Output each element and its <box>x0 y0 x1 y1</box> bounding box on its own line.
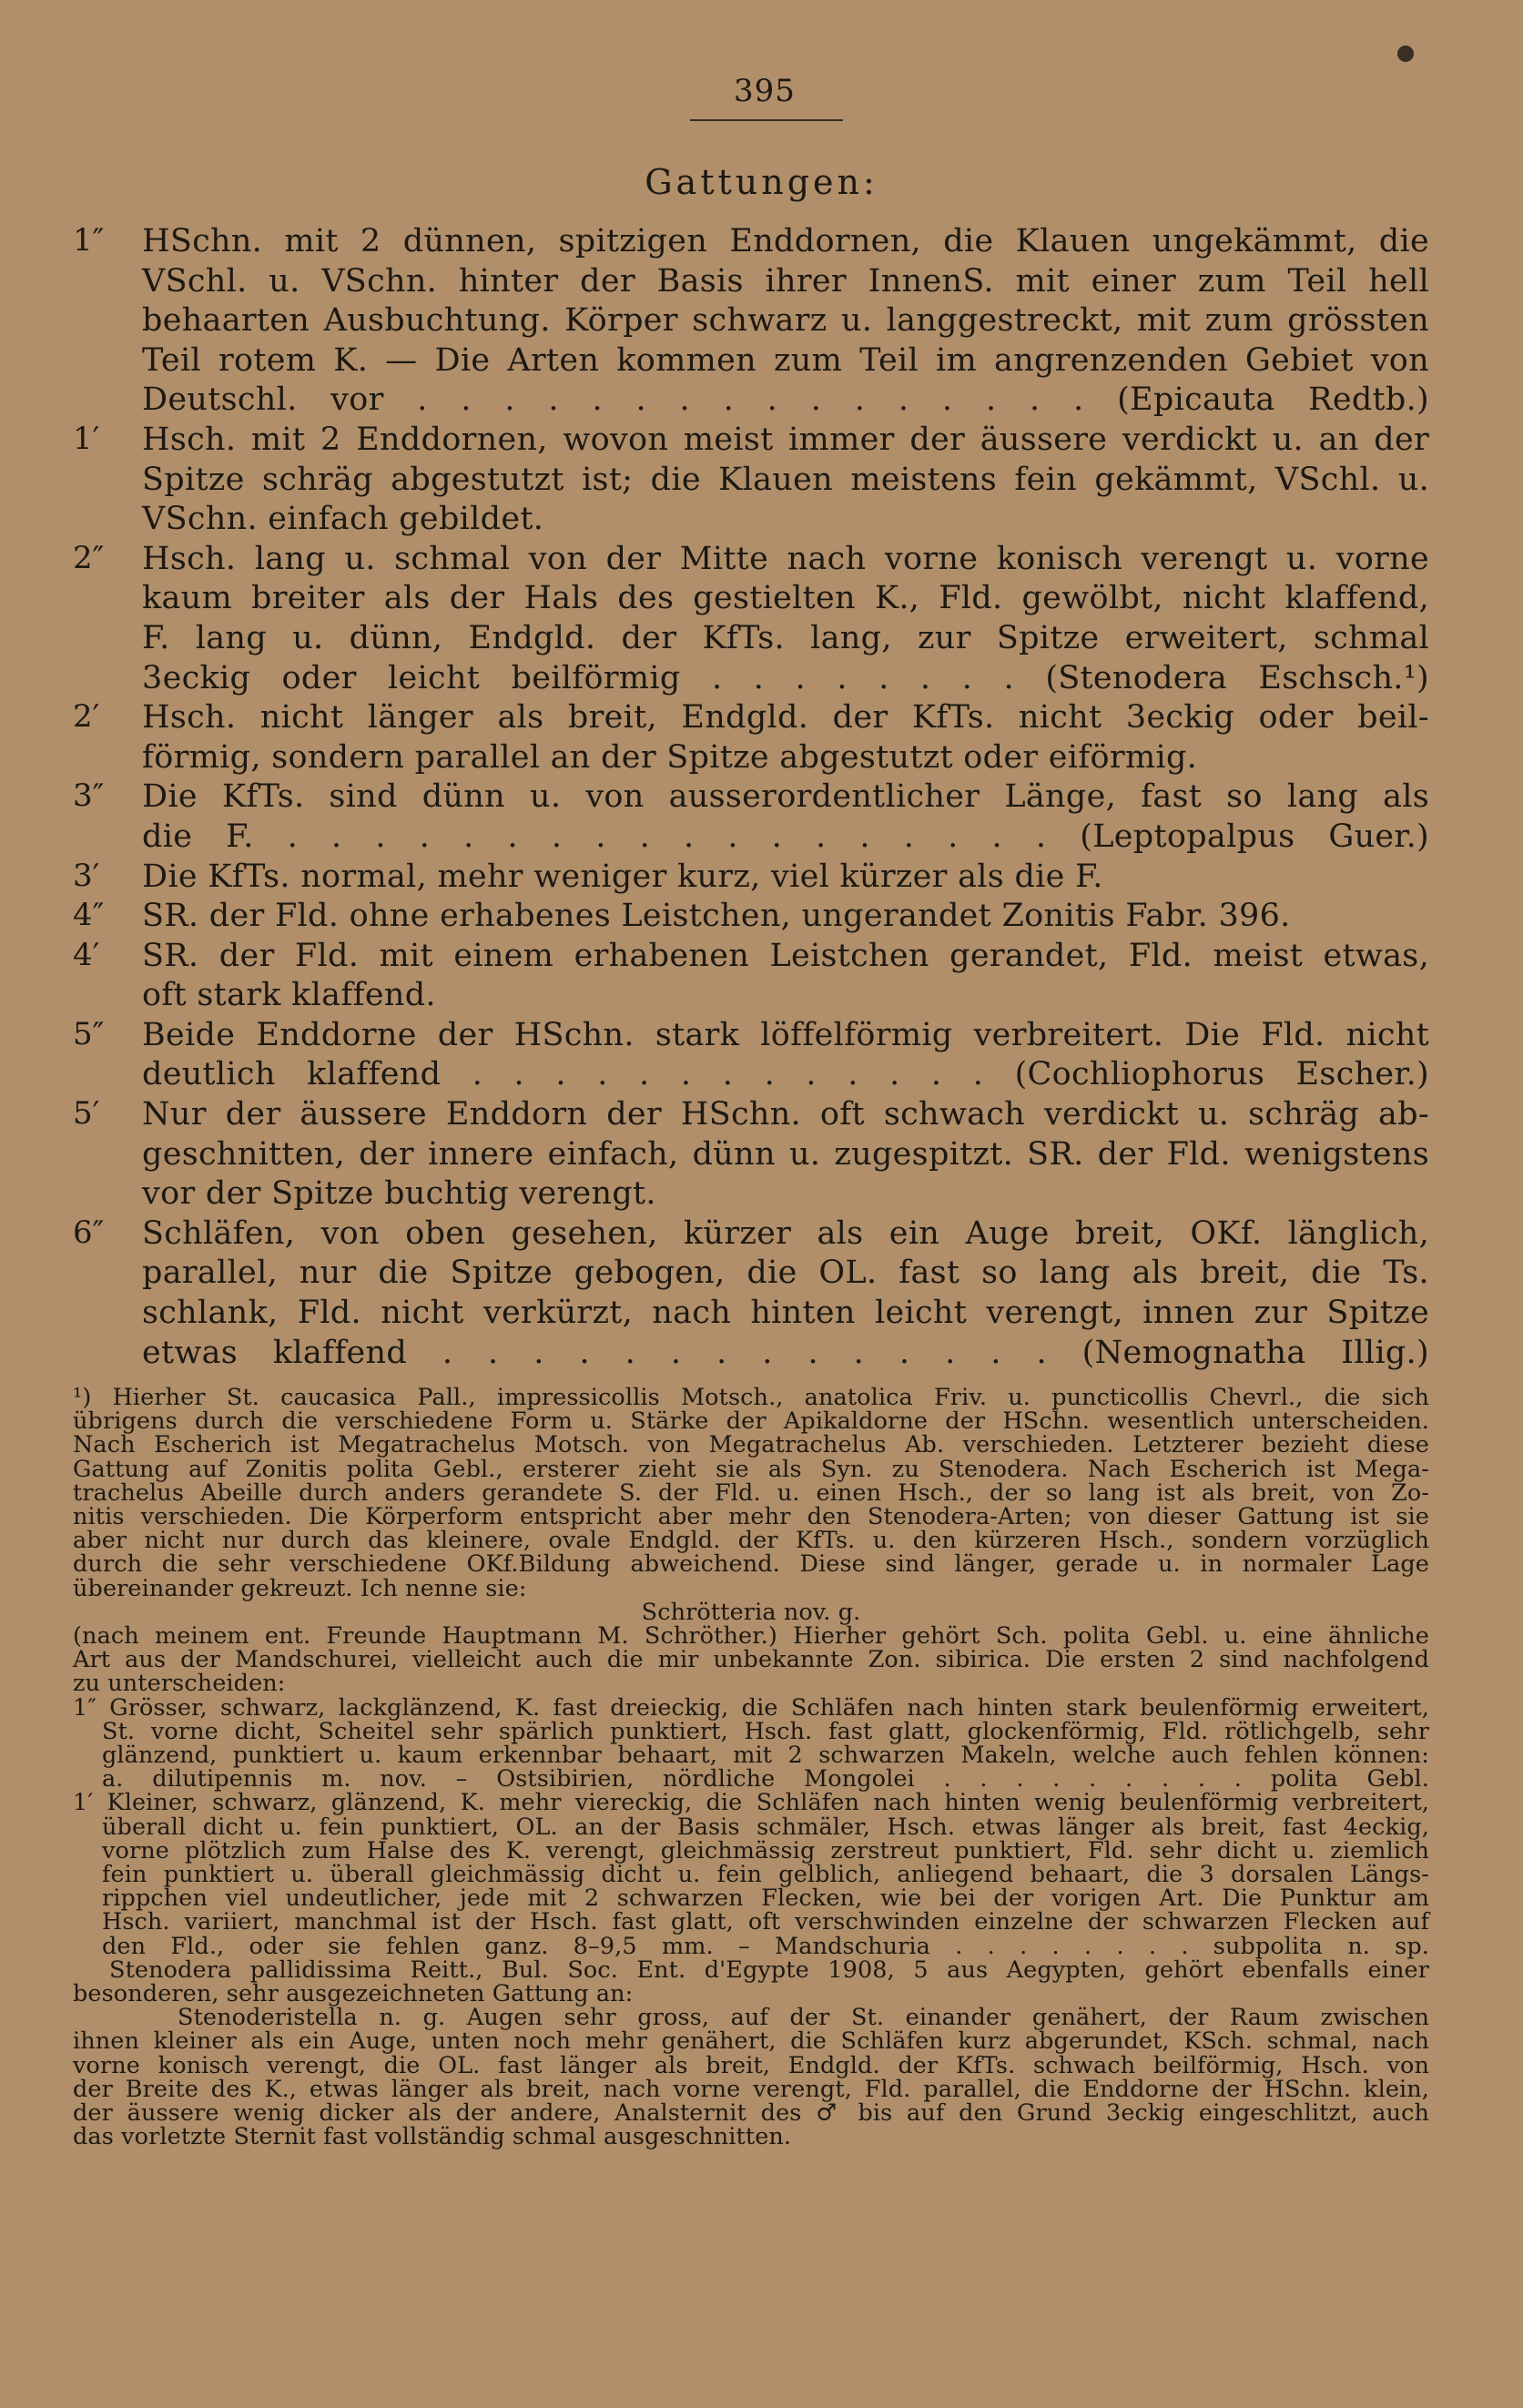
footnote-line: fein punktiert u. überall gleichmässig dicht u. fein gelblich, anliegend behaart, die 3 dorsalen Längs- <box>102 1861 1429 1889</box>
key-number: 3′ <box>73 857 100 894</box>
key-line: Deutschl. vor . . . . . . . . . . . . . . . . (Epicauta Redtb.) <box>142 381 1429 419</box>
key-line: VSchl. u. VSchn. hinter der Basis ihrer InnenS. mit einer zum Teil hell <box>142 262 1429 300</box>
key-line: Teil rotem K. — Die Arten kommen zum Teil im angrenzenden Gebiet von <box>142 341 1429 379</box>
key-line: Hsch. nicht länger als breit, Endgld. der KfTs. nicht 3eckig oder beil- <box>142 699 1429 737</box>
key-line: SR. der Fld. ohne erhabenes Leistchen, ungerandet Zonitis Fabr. 396. <box>142 898 1291 935</box>
footnote-line: aber nicht nur durch das kleinere, ovale Endgld. der KfTs. u. den kürzeren Hsch., sondern vorzüglich <box>73 1527 1429 1555</box>
footnote-line: nitis verschieden. Die Körperform entspricht aber mehr den Stenodera-Arten; von dieser Gattung ist sie <box>73 1503 1429 1531</box>
footnote-line: 1′ Kleiner, schwarz, glänzend, K. mehr viereckig, die Schläfen nach hinten wenig beulenförmig verbreitert, <box>73 1789 1429 1817</box>
key-line: behaarten Ausbuchtung. Körper schwarz u. langgestreckt, mit zum grössten <box>142 302 1429 340</box>
footnote-line: der äussere wenig dicker als der andere, Analsternit des ♂ bis auf den Grund 3eckig eingeschlitzt, auch <box>73 2099 1429 2128</box>
footnote-line: ¹) Hierher St. caucasica Pall., impressicollis Motsch., anatolica Friv. u. puncticollis Chevrl., die sich <box>73 1384 1429 1411</box>
footnote-line: durch die sehr verschiedene OKf.Bildung abweichend. Diese sind länger, gerade u. in normaler Lage <box>73 1550 1429 1579</box>
key-line: oft stark klaffend. <box>142 977 436 1014</box>
footnote-line: Hsch. variiert, manchmal ist der Hsch. fast glatt, oft verschwinden einzelne der schwarzen Flecken auf <box>102 1908 1429 1936</box>
footnote-line: a. dilutipennis m. nov. – Ostsibirien, nördliche Mongolei . . . . . . . . . polita Gebl. <box>102 1765 1429 1793</box>
footnote-line: ihnen kleiner als ein Auge, unten noch mehr genähert, die Schläfen kurz abgerundet, KSch. schmal, nach <box>73 2027 1429 2056</box>
footnote-line: der Breite des K., etwas länger als breit, nach vorne verengt, Fld. parallel, die Enddorne der HSchn. klein, <box>73 2075 1429 2103</box>
key-line: Hsch. mit 2 Enddornen, wovon meist immer der äussere verdickt u. an der <box>142 421 1429 458</box>
key-line: 3eckig oder leicht beilförmig . . . . . . . . (Stenodera Eschsch.¹) <box>142 659 1429 696</box>
key-line: Spitze schräg abgestutzt ist; die Klauen meistens fein gekämmt, VSchl. u. <box>142 461 1429 498</box>
key-entry <box>73 540 1429 698</box>
key-line: SR. der Fld. mit einem erhabenen Leistchen gerandet, Fld. meist etwas, <box>142 937 1429 974</box>
key-line: deutlich klaffend . . . . . . . . . . . . . (Cochliophorus Escher.) <box>142 1056 1429 1093</box>
key-line: Hsch. lang u. schmal von der Mitte nach vorne konisch verengt u. vorne <box>142 540 1429 577</box>
key-number: 1′ <box>73 420 100 457</box>
footnote-line: Stenodera pallidissima Reitt., Bul. Soc. Ent. d'Egypte 1908, 5 aus Aegypten, gehört ebenfalls einer <box>109 1956 1429 1984</box>
key-number: 6″ <box>73 1214 105 1251</box>
section-heading: Gattungen: <box>645 162 878 202</box>
page-number: 395 <box>734 73 796 109</box>
genus-key <box>73 222 1429 1373</box>
key-entry <box>73 222 1429 421</box>
key-line: etwas klaffend . . . . . . . . . . . . . . (Nemognatha Illig.) <box>142 1334 1429 1371</box>
key-line: VSchn. einfach gebildet. <box>142 501 544 538</box>
footnote-line: das vorletzte Sternit fast vollständig schmal ausgeschnitten. <box>73 2123 792 2151</box>
footnote-line: 1″ Grösser, schwarz, lackglänzend, K. fast dreieckig, die Schläfen nach hinten stark beulenförmig erweitert, <box>73 1693 1429 1722</box>
footnote-line: St. vorne dicht, Scheitel sehr spärlich punktiert, Hsch. fast glatt, glockenförmig, Fld. rötlichgelb, sehr <box>102 1717 1429 1745</box>
ink-dot <box>1397 46 1414 62</box>
key-entry <box>73 1016 1429 1095</box>
footnote-line: Art aus der Mandschurei, vielleicht auch die mir unbekannte Zon. sibirica. Die ersten 2 sind nachfolgend <box>73 1646 1429 1674</box>
key-entry <box>73 421 1429 540</box>
key-entry <box>73 858 1429 898</box>
footnote-line: Schrötteria nov. g. <box>641 1598 861 1626</box>
key-line: Die KfTs. normal, mehr weniger kurz, viel kürzer als die F. <box>142 858 1103 895</box>
footnote-line: vorne plötzlich zum Halse des K. verengt, gleichmässig zerstreut punktiert, Fld. sehr dicht u. ziemlich <box>102 1836 1429 1864</box>
key-entry <box>73 777 1429 857</box>
page-number-rule <box>690 119 843 121</box>
footnote-line: den Fld., oder sie fehlen ganz. 8–9,5 mm. – Mandschuria . . . . . . . . subpolita n. sp. <box>102 1932 1429 1960</box>
key-line: schlank, Fld. nicht verkürzt, nach hinten leicht verengt, innen zur Spitze <box>142 1295 1429 1332</box>
key-number: 3″ <box>73 777 105 815</box>
footnote-line: (nach meinem ent. Freunde Hauptmann M. Schröther.) Hierher gehört Sch. polita Gebl. u. eine ähnliche <box>73 1622 1429 1651</box>
key-number: 4″ <box>73 897 105 934</box>
footnote-line: Stenoderistella n. g. Augen sehr gross, auf der St. einander genähert, der Raum zwischen <box>178 2004 1429 2032</box>
footnote-line: zu unterscheiden: <box>73 1670 286 1698</box>
key-line: geschnitten, der innere einfach, dünn u. zugespitzt. SR. der Fld. wenigstens <box>142 1135 1429 1173</box>
footnote-line: überall dicht u. fein punktiert, OL. an der Basis schmäler, Hsch. etwas länger als breit, fast 4eckig, <box>102 1813 1429 1841</box>
footnote-line: glänzend, punktiert u. kaum erkennbar behaart, mit 2 schwarzen Makeln, welche auch fehlen können: <box>102 1742 1429 1770</box>
key-entry <box>73 1214 1429 1373</box>
footnote <box>73 1386 1429 2149</box>
key-entry <box>73 937 1429 1016</box>
footnote-line: besonderen, sehr ausgezeichneten Gattung an: <box>73 1980 634 2008</box>
key-entry <box>73 897 1429 937</box>
footnote-line: übereinander gekreuzt. Ich nenne sie: <box>73 1574 527 1602</box>
key-entry <box>73 698 1429 777</box>
footnote-line: Gattung auf Zonitis polita Gebl., ersterer zieht sie als Syn. zu Stenodera. Nach Escherich ist Mega- <box>73 1455 1429 1483</box>
footnote-line: trachelus Abeille durch anders gerandete S. der Fld. u. einen Hsch., der so lang ist als breit, von Zo- <box>73 1478 1429 1507</box>
key-line: Die KfTs. sind dünn u. von ausserordentlicher Länge, fast so lang als <box>142 778 1429 816</box>
key-line: förmig, sondern parallel an der Spitze abgestutzt oder eiförmig. <box>142 738 1198 776</box>
footnote-line: Nach Escherich ist Megatrachelus Motsch. von Megatrachelus Ab. verschieden. Letzterer bezieht diese <box>73 1431 1429 1459</box>
key-number: 5″ <box>73 1015 105 1052</box>
key-line: HSchn. mit 2 dünnen, spitzigen Enddornen, die Klauen ungekämmt, die <box>142 223 1429 259</box>
key-entry <box>73 1095 1429 1214</box>
key-line: vor der Spitze buchtig verengt. <box>142 1175 656 1213</box>
key-number: 2′ <box>73 698 100 736</box>
key-number: 2″ <box>73 539 105 576</box>
footnote-line: vorne konisch verengt, die OL. fast länger als breit, Endgld. der KfTs. schwach beilförmig, Hsch. von <box>73 2051 1429 2079</box>
key-line: die F. . . . . . . . . . . . . . . . . . . (Leptopalpus Guer.) <box>142 818 1429 855</box>
key-line: Nur der äussere Enddorn der HSchn. oft schwach verdickt u. schräg ab- <box>142 1096 1429 1133</box>
footnote-line: rippchen viel undeutlicher, jede mit 2 schwarzen Flecken, wie bei der vorigen Art. Die Punktur am <box>102 1885 1429 1913</box>
key-number: 5′ <box>73 1095 100 1133</box>
key-number: 4′ <box>73 936 100 973</box>
key-number: 1″ <box>73 222 105 259</box>
key-line: Beide Enddorne der HSchn. stark löffelförmig verbreitert. Die Fld. nicht <box>142 1016 1429 1053</box>
key-line: parallel, nur die Spitze gebogen, die OL. fast so lang als breit, die Ts. <box>142 1255 1429 1292</box>
key-line: F. lang u. dünn, Endgld. der KfTs. lang, zur Spitze erweitert, schmal <box>142 619 1429 656</box>
key-line: Schläfen, von oben gesehen, kürzer als ein Auge breit, OKf. länglich, <box>142 1214 1429 1252</box>
key-line: kaum breiter als der Hals des gestielten K., Fld. gewölbt, nicht klaffend, <box>142 580 1429 617</box>
footnote-line: übrigens durch die verschiedene Form u. Stärke der Apikaldorne der HSchn. wesentlich unterscheiden. <box>73 1407 1429 1436</box>
